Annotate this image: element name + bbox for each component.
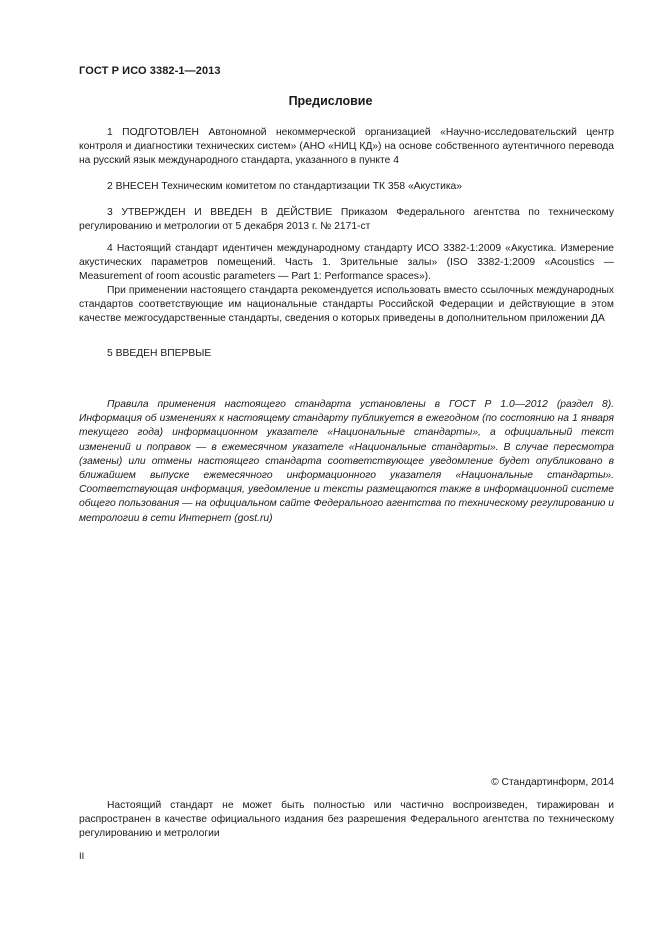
application-rules-note: Правила применения настоящего стандарта установлены в ГОСТ Р 1.0—2012 (раздел 8). Информация об изменениях к настоящему стандарту публикуется в ежегодном (по состоянию на 1 января текущего года) информационном указателе «Национальные стандарты», а официальный текст изменений и поправок — в ежемесячном указателе «Национальные стандарты». В случае пересмотра (замены) или отмены настоящего стандарта соответствующее уведомление будет опубликовано в ближайшем выпуске ежемесячного информационного указателя «Национальные стандарты». Соответствующая информация, уведомление и тексты размещаются также в информационной системе общего пользования — на официальном сайте Федерального агентства по техническому регулированию и метрологии в сети Интернет (gost.ru) (79, 399, 614, 524)
paragraph-references-usage: При применении настоящего стандарта рекомендуется использовать вместо ссылочных международных стандартов соответствующие им национальные стандарты Российской Федерации и действующие в этом качестве межгосударственные стандарты, сведения о которых приведены в дополнительном приложении ДА (79, 285, 614, 325)
reproduction-disclaimer: Настоящий стандарт не может быть полностью или частично воспроизведен, тиражирован и распространен в качестве официального издания без разрешения Федерального агентства по техническому регулированию и метрологии (79, 800, 614, 840)
page-title: Предисловие (288, 94, 373, 108)
copyright-notice: © Стандартинформ, 2014 (491, 777, 614, 788)
paragraph-prepared-by: 1 ПОДГОТОВЛЕН Автономной некоммерческой организацией «Научно-исследовательский центр контроля и диагностики технических систем» (АНО «НИЦ КД») на основе собственного аутентичного перевода на русский язык международного стандарта, указанного в пункте 4 (79, 127, 614, 167)
paragraph-introduced-first: 5 ВВЕДЕН ВПЕРВЫЕ (107, 348, 212, 359)
paragraph-submitted-by: 2 ВНЕСЕН Техническим комитетом по стандартизации ТК 358 «Акустика» (107, 181, 463, 192)
page-number: II (79, 851, 85, 862)
document-id-header: ГОСТ Р ИСО 3382-1—2013 (79, 65, 221, 77)
paragraph-approved: 3 УТВЕРЖДЕН И ВВЕДЕН В ДЕЙСТВИЕ Приказом Федерального агентства по техническому регулированию и метрологии от 5 декабря 2013 г. № 2171-ст (79, 207, 614, 233)
paragraph-identical-standard: 4 Настоящий стандарт идентичен международному стандарту ИСО 3382-1:2009 «Акустика. Измерение акустических параметров помещений. Часть 1. Зрительные залы» (ISO 3382-1:2009 «Acoustics — Measurement of room acoustic parameters — Part 1: Performance spaces»). (79, 243, 614, 283)
